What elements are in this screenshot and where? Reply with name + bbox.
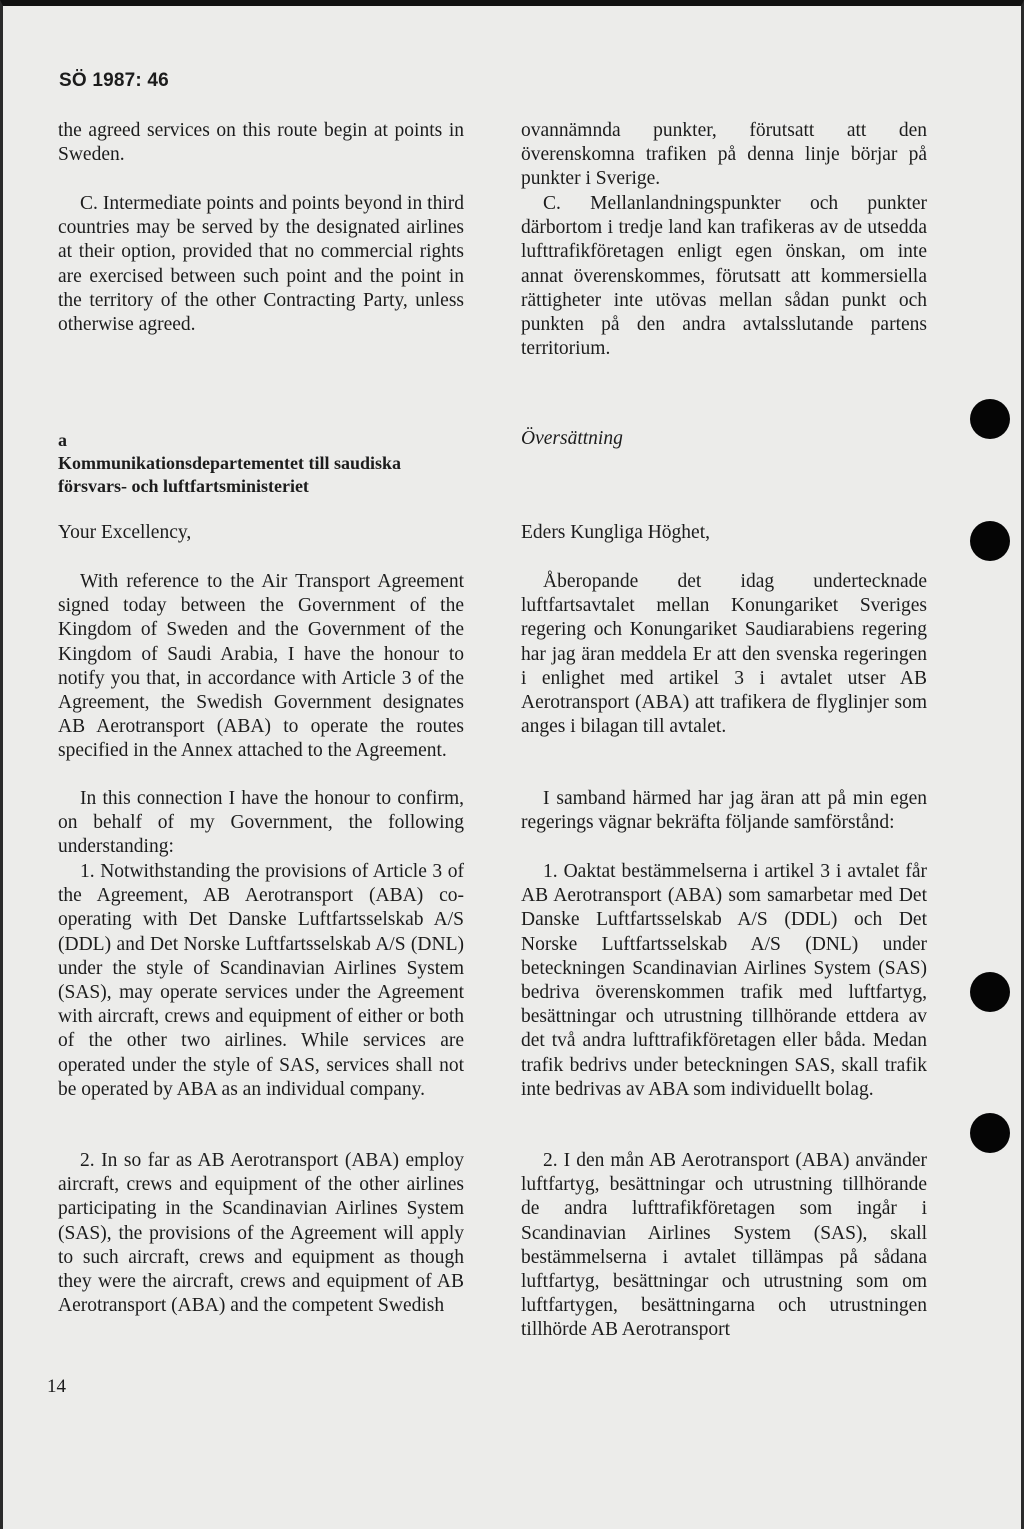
punch-hole-mark xyxy=(970,521,1010,561)
english-paragraph-3: 1. Notwithstanding the provisions of Article 3 of the Agreement, AB Aerotransport (ABA) co-operating with Det Danske Luftfartsselskab A/S (DDL) and Det Norske Luftfartsselskab A/S (DNL) under the style of Scandinavian Airlines System (SAS), may operate services under the Agreement with aircraft, crews and equipment of either or both of the other two airlines. While services are operated under the style of SAS, services shall not be operated by ABA as an individual company. xyxy=(58,861,464,1100)
swedish-salutation: Eders Kungliga Höghet, xyxy=(521,522,711,543)
translation-label: Översättning xyxy=(521,428,623,449)
swedish-paragraph-3: 1. Oaktat bestämmelserna i artikel 3 i avtalet får AB Aerotransport (ABA) som samarbetar med Det Danske Luftfartsselskab A/S (DDL) och Det Norske Luftfartsselskab A/S (DNL) under beteckningen Scandinavian Airlines System (SAS) bedriva överenskommen trafik med luftfartyg, besättningar och utrustning tillhörande ettdera av det två andra lufttrafikföretagen eller båda. Medan trafik bedrivs under beteckningen SAS, skall trafik inte bedrivas av ABA som individuellt bolag. xyxy=(521,861,927,1100)
english-intro-paragraph: the agreed services on this route begin at points in Sweden. xyxy=(58,120,464,166)
english-paragraph-4: 2. In so far as AB Aerotransport (ABA) employ aircraft, crews and equipment of the other airlines participating in the Scandinavian Airlines System (SAS), the provisions of the Agreement will apply to such aircraft, crews and equipment as though they were the aircraft, crews and equipment of AB Aerotransport (ABA) and the competent Swedish xyxy=(58,1150,464,1317)
english-salutation: Your Excellency, xyxy=(58,522,192,543)
swedish-intro-paragraph: ovannämnda punkter, förutsatt att den överenskomna trafiken på denna linje börjar på punkter i Sverige. xyxy=(521,120,927,190)
letter-heading: Kommunikationsdepartementet till saudiska försvars- och luftfartsministeriet xyxy=(58,453,402,496)
english-paragraph-2: In this connection I have the honour to confirm, on behalf of my Government, the following understanding: xyxy=(58,788,464,858)
punch-hole-mark xyxy=(970,972,1010,1012)
letter-label: a xyxy=(58,430,67,450)
swedish-paragraph-2: I samband härmed har jag äran att på min egen regerings vägnar bekräfta följande samförstånd: xyxy=(521,788,927,834)
english-paragraph-1: With reference to the Air Transport Agreement signed today between the Government of the Kingdom of Sweden and the Government of the Kingdom of Saudi Arabia, I have the honour to notify you that, in accordance with Article 3 of the Agreement, the Swedish Government designates AB Aerotransport (ABA) to operate the routes specified in the Annex attached to the Agreement. xyxy=(58,571,464,762)
swedish-paragraph-4: 2. I den mån AB Aerotransport (ABA) använder luftfartyg, besättningar och utrustning tillhörande de andra lufttrafikföretagen som ingår i Scandinavian Airlines System (SAS), skall bestämmelserna i avtalet tillämpas på sådana luftfartyg, besättningar och utrustning som om luftfartygen, besättningarna och utrustningen tillhörde AB Aerotransport xyxy=(521,1150,927,1341)
swedish-paragraph-1: Åberopande det idag undertecknade luftfartsavtalet mellan Konungariket Sveriges regering och Konungariket Saudiarabiens regering har jag äran meddela Er att den svenska regeringen i enlighet med artikel 3 i avtalet utser AB Aerotransport (ABA) att trafikera de flyglinjer som anges i bilagan till avtalet. xyxy=(521,571,927,738)
english-paragraph-c: C. Intermediate points and points beyond in third countries may be served by the designated airlines at their option, provided that no commercial rights are exercised between such point and the point in the territory of the other Contracting Party, unless otherwise agreed. xyxy=(58,193,464,336)
punch-hole-mark xyxy=(970,399,1010,439)
swedish-paragraph-c: C. Mellanlandningspunkter och punkter därbortom i tredje land kan trafikeras av de utsedda lufttrafikföretagen enligt egen önskan, om inte annat överenskommes, förutsatt att kommersiella rättigheter inte utövas mellan sådan punkt och punkten på den andra avtalsslutande partens territorium. xyxy=(521,193,927,360)
document-reference: SÖ 1987: 46 xyxy=(59,70,169,91)
page-number: 14 xyxy=(47,1376,66,1397)
punch-hole-mark xyxy=(970,1113,1010,1153)
